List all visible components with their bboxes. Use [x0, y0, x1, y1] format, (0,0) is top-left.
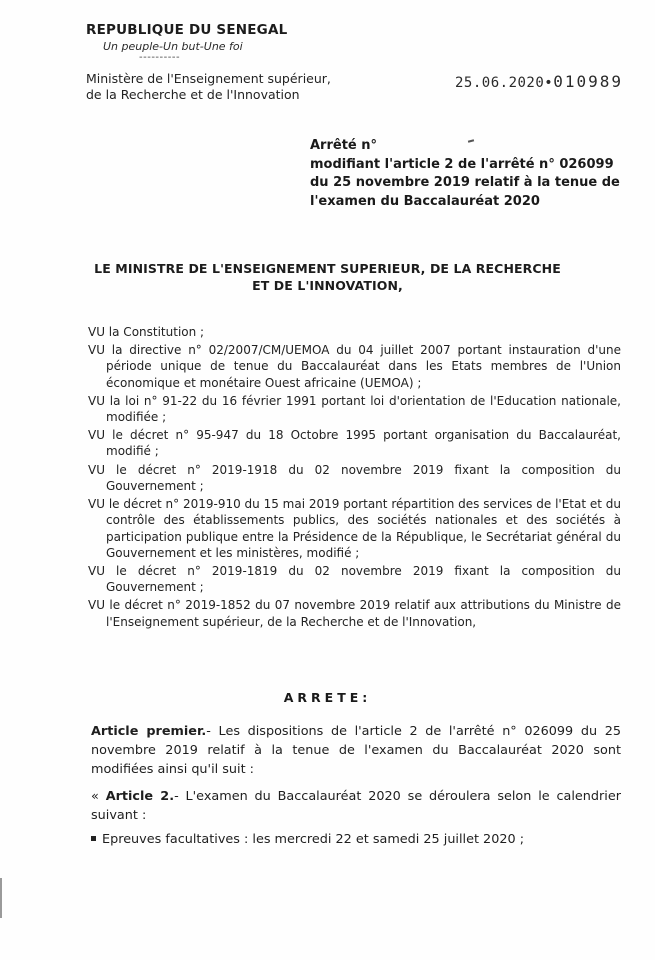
- article-2: [91, 787, 621, 825]
- ministry-line-1: Ministère de l'Enseignement supérieur,: [86, 71, 331, 86]
- minister-title: [0, 260, 655, 294]
- decree-label: Arrêté n°: [310, 138, 378, 153]
- decree-subject-line-1: modifiant l'article 2 de l'arrêté n° 026099: [310, 156, 614, 172]
- stamp-separator: •: [544, 75, 554, 91]
- quote-mark: «: [91, 789, 106, 804]
- ministry-name: [86, 71, 331, 103]
- legal-reference-item: VU la loi n° 91-22 du 16 février 1991 portant loi d'orientation de l'Education nationale, modifiée ;: [88, 393, 621, 425]
- decree-subject-line-3: l'examen du Baccalauréat 2020: [310, 193, 540, 209]
- decree-heading: [310, 137, 620, 211]
- article-2-label: Article 2.: [105, 789, 175, 804]
- national-motto: Un peuple-Un but-Une foi: [103, 40, 243, 53]
- minister-title-line-1: LE MINISTRE DE L'ENSEIGNEMENT SUPERIEUR, DE LA RECHERCHE: [94, 261, 561, 276]
- legal-reference-item: VU le décret n° 2019-1918 du 02 novembre 2019 fixant la composition du Gouvernement ;: [88, 462, 621, 493]
- schedule-bullet-text: Epreuves facultatives : les mercredi 22 et samedi 25 juillet 2020 ;: [102, 832, 525, 847]
- republic-heading: REPUBLIQUE DU SENEGAL: [86, 22, 288, 38]
- stamp-date: 25.06.2020: [455, 75, 545, 91]
- ministry-line-2: de la Recherche et de l'Innovation: [86, 87, 300, 102]
- arrete-section-title: ARRETE:: [283, 690, 372, 705]
- legal-reference-item: VU la directive n° 02/2007/CM/UEMOA du 04 juillet 2007 portant instauration d'une période unique de tenue du Baccalauréat dans les Etats membres de l'Union économique et monétaire Ouest africaine (UEMOA) ;: [88, 343, 621, 390]
- bullet-icon: [91, 836, 96, 841]
- article-1-text: - Les dispositions de l'article 2 de l'arrêté n° 026099 du 25 novembre 2019 relatif à la tenue de l'examen du Baccalauréat 2020 sont modifiées ainsi qu'il suit :: [91, 724, 621, 777]
- legal-references-list: [88, 324, 621, 632]
- scan-edge-mark: [0, 878, 2, 918]
- registration-stamp: [455, 72, 623, 91]
- schedule-bullet: [91, 830, 621, 849]
- minister-title-line-2: ET DE L'INNOVATION,: [252, 278, 403, 293]
- legal-reference-item: VU le décret n° 95-947 du 18 Octobre 1995 portant organisation du Baccalauréat, modifié ;: [88, 428, 621, 459]
- header-separator: ----------: [139, 52, 181, 63]
- article-1: [91, 722, 621, 779]
- legal-reference-item: VU le décret n° 2019-1819 du 02 novembre 2019 fixant la composition du Gouvernement ;: [88, 563, 621, 595]
- article-2-text: - L'examen du Baccalauréat 2020 se déroulera selon le calendrier suivant :: [91, 789, 621, 823]
- article-1-label: Article premier.: [91, 724, 207, 739]
- legal-reference-item: VU la Constitution ;: [88, 325, 205, 339]
- decree-subject-line-2: du 25 novembre 2019 relatif à la tenue de: [310, 175, 620, 190]
- legal-reference-item: VU le décret n° 2019-1852 du 07 novembre 2019 relatif aux attributions du Ministre de l'Enseignement supérieur, de la Recherche et de l'Innovation,: [88, 598, 621, 629]
- stamp-number: 010989: [553, 72, 624, 91]
- legal-reference-item: VU le décret n° 2019-910 du 15 mai 2019 portant répartition des services de l'Etat et du contrôle des établissements publics, des sociétés nationales et des sociétés à participation publique entre la Présidence de la République, le Secrétariat général du Gouvernement et les ministères, modifié ;: [88, 496, 621, 560]
